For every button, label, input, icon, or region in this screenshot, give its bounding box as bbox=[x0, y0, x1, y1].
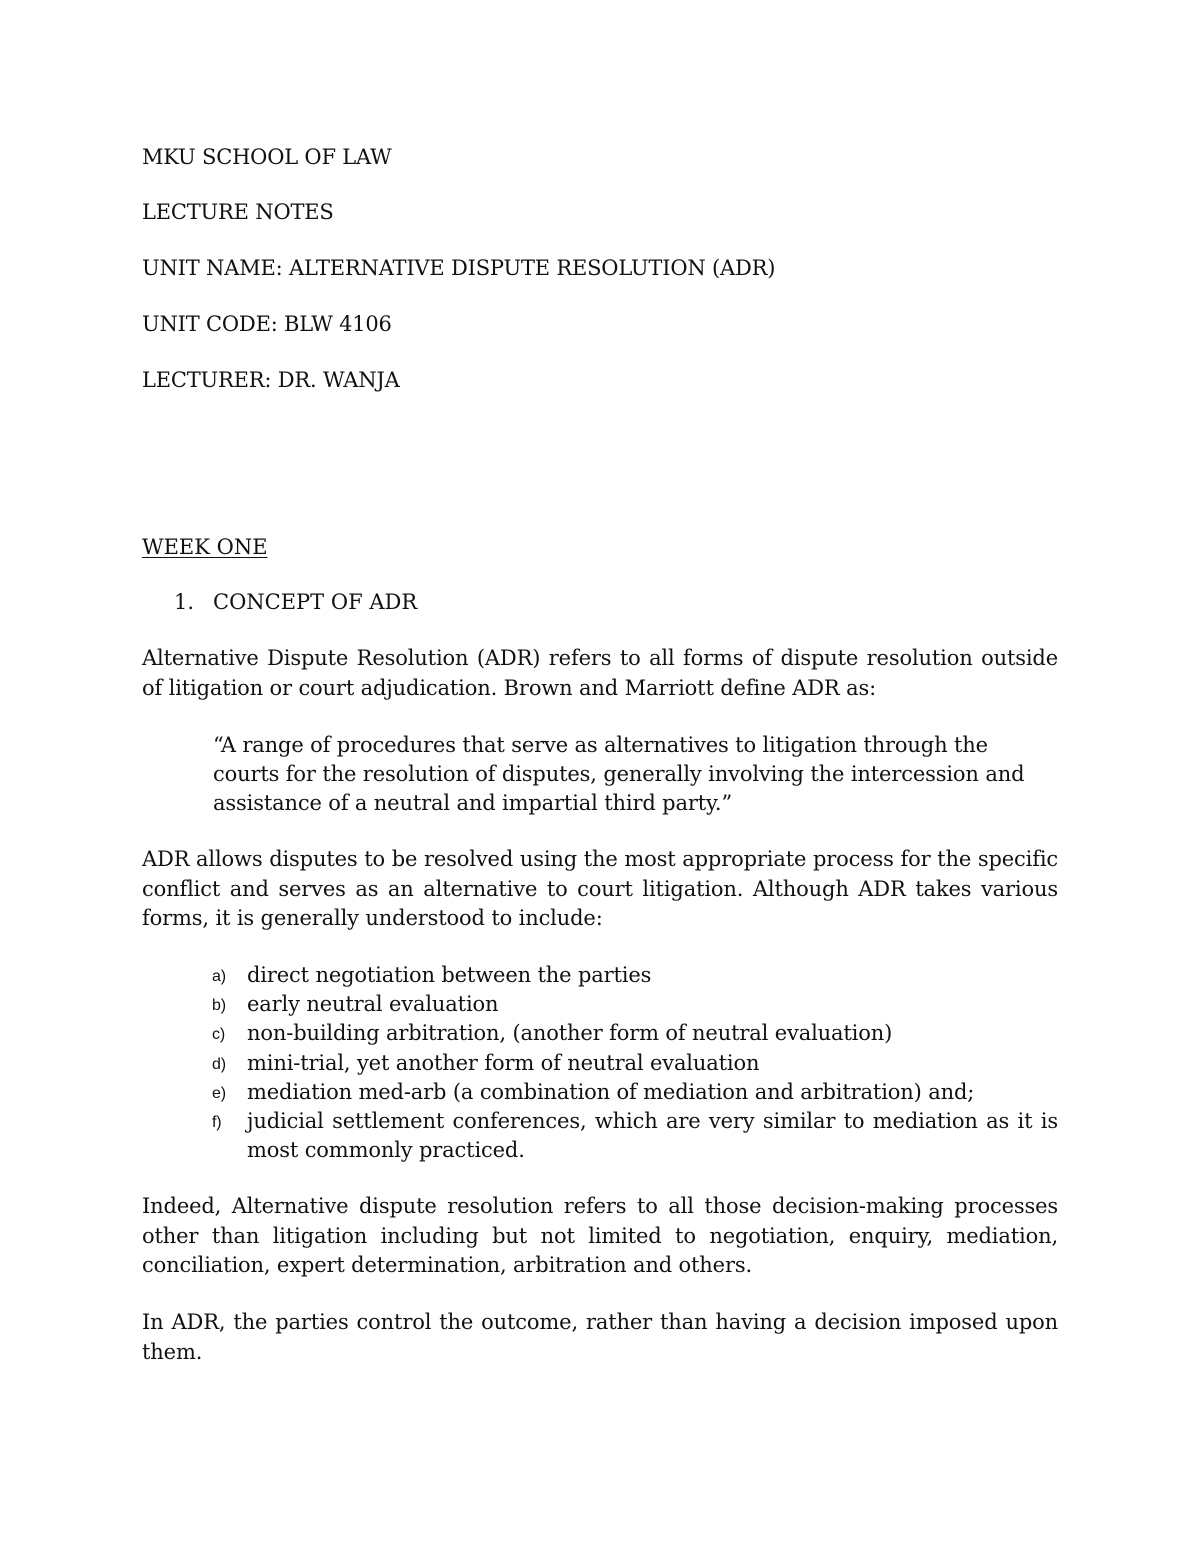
section-number: 1. bbox=[174, 590, 195, 614]
list-item bbox=[142, 1019, 1058, 1048]
adr-forms-list bbox=[142, 961, 1058, 1165]
list-item-text: mini-trial, yet another form of neutral evaluation bbox=[247, 1050, 760, 1075]
list-marker: d) bbox=[212, 1055, 226, 1073]
list-item-text: early neutral evaluation bbox=[247, 992, 499, 1017]
list-marker: c) bbox=[212, 1026, 226, 1044]
section-title: CONCEPT OF ADR bbox=[213, 590, 418, 614]
list-item-text: non-building arbitration, (another form of neutral evaluation) bbox=[247, 1021, 893, 1046]
list-marker: a) bbox=[212, 968, 226, 985]
unit-code: UNIT CODE: BLW 4106 bbox=[142, 312, 392, 336]
list-item bbox=[142, 961, 1058, 990]
list-item bbox=[142, 1049, 1058, 1078]
indeed-paragraph: Indeed, Alternative dispute resolution refers to all those decision-making processes other than litigation including but not limited to negotiation, enquiry, mediation, conciliation, expert determination, arbitration and others. bbox=[142, 1194, 1058, 1277]
list-item bbox=[142, 1078, 1058, 1107]
list-item-text: mediation med-arb (a combination of mediation and arbitration) and; bbox=[247, 1079, 975, 1104]
list-marker: f) bbox=[212, 1114, 222, 1132]
control-paragraph: In ADR, the parties control the outcome, rather than having a decision imposed upon them. bbox=[142, 1310, 1058, 1364]
week-heading: WEEK ONE bbox=[142, 535, 268, 559]
list-marker: e) bbox=[212, 1084, 226, 1102]
list-item-text: judicial settlement conferences, which are very similar to mediation as it is most commonly practiced. bbox=[247, 1109, 1058, 1163]
definition-quote: “A range of procedures that serve as alternatives to litigation through the courts for the resolution of disputes, generally involving the intercession and assistance of a neutral and impartial third party.” bbox=[213, 733, 1025, 815]
intro-paragraph: Alternative Dispute Resolution (ADR) refers to all forms of dispute resolution outside of litigation or court adjudication. Brown and Marriott define ADR as: bbox=[142, 646, 1058, 700]
list-marker: b) bbox=[212, 997, 226, 1015]
school-name: MKU SCHOOL OF LAW bbox=[142, 145, 392, 169]
list-item bbox=[142, 990, 1058, 1019]
forms-intro-paragraph: ADR allows disputes to be resolved using the most appropriate process for the specific conflict and serves as an alternative to court litigation. Although ADR takes various forms, it is generally understood to include: bbox=[142, 847, 1058, 930]
list-item bbox=[142, 1107, 1058, 1165]
list-item-text: direct negotiation between the parties bbox=[247, 963, 652, 987]
document-type: LECTURE NOTES bbox=[142, 200, 334, 224]
lecturer-name: LECTURER: DR. WANJA bbox=[142, 368, 400, 392]
unit-name: UNIT NAME: ALTERNATIVE DISPUTE RESOLUTION (ADR) bbox=[142, 256, 776, 280]
